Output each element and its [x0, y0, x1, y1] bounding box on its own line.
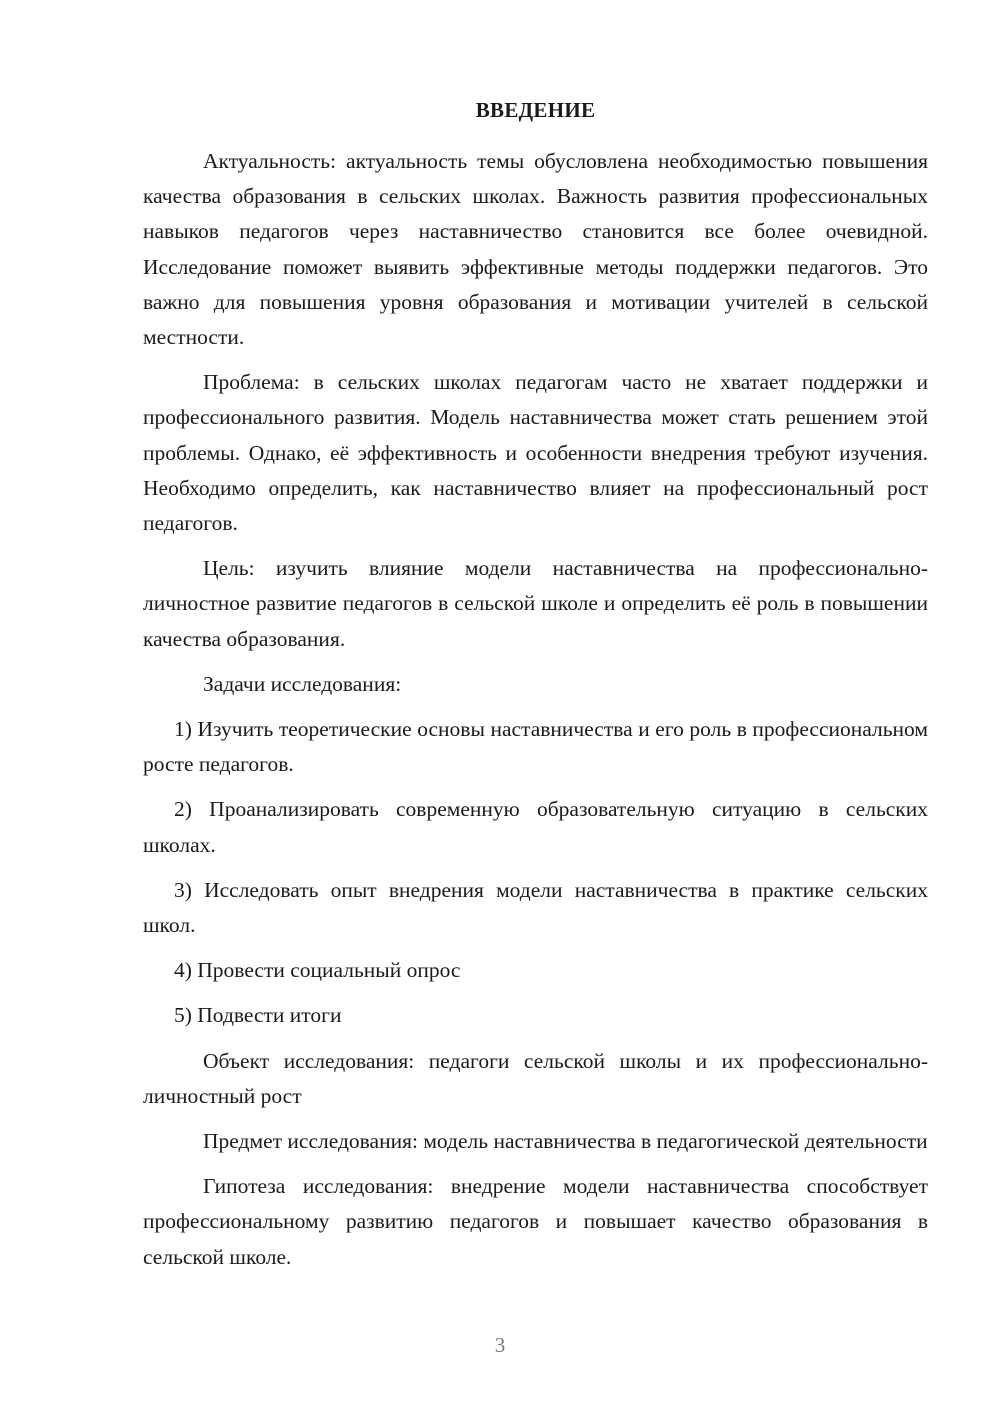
tasks-heading: Задачи исследования: — [203, 671, 402, 696]
hypothesis-paragraph: Гипотеза исследования: внедрение модели наставничества способствует профессиональному развитию педагогов и повышает качество образования в сельской школе. — [143, 1174, 928, 1269]
task-item-3: 3) Исследовать опыт внедрения модели наставничества в практике сельских школ. — [143, 877, 928, 938]
task-item-2: 2) Проанализировать современную образовательную ситуацию в сельских школах. — [143, 797, 928, 857]
subject-paragraph: Предмет исследования: модель наставничества в педагогической деятельности — [203, 1129, 928, 1154]
page-title: ВВЕДЕНИЕ — [475, 98, 596, 122]
task-item-1: 1) Изучить теоретические основы наставничества и его роль в профессиональном росте педагогов. — [143, 717, 928, 777]
problem-paragraph: Проблема: в сельских школах педагогам часто не хватает поддержки и профессионального развития. Модель наставничества может стать решением этой проблемы. Однако, её эффективность и особенности внедрения требуют изучения. Необходимо определить, как наставничество влияет на профессиональный рост педагогов. — [143, 370, 928, 536]
page-content — [143, 92, 928, 1275]
object-paragraph: Объект исследования: педагоги сельской школы и их профессионально-личностный рост — [143, 1048, 928, 1108]
relevance-paragraph: Актуальность: актуальность темы обусловлена необходимостью повышения качества образования в сельских школах. Важность развития профессиональных навыков педагогов через наставничество становится все более очевидной. Исследование поможет выявить эффективные методы поддержки педагогов. Это важно для повышения уровня образования и мотивации учителей в сельской местности. — [143, 149, 928, 350]
task-item-5: 5) Подвести итоги — [174, 1003, 342, 1028]
page-number: 3 — [494, 1333, 506, 1357]
goal-paragraph: Цель: изучить влияние модели наставничества на профессионально-личностное развитие педагогов в сельской школе и определить её роль в повышении качества образования. — [143, 556, 928, 651]
task-item-4: 4) Провести социальный опрос — [174, 958, 461, 983]
